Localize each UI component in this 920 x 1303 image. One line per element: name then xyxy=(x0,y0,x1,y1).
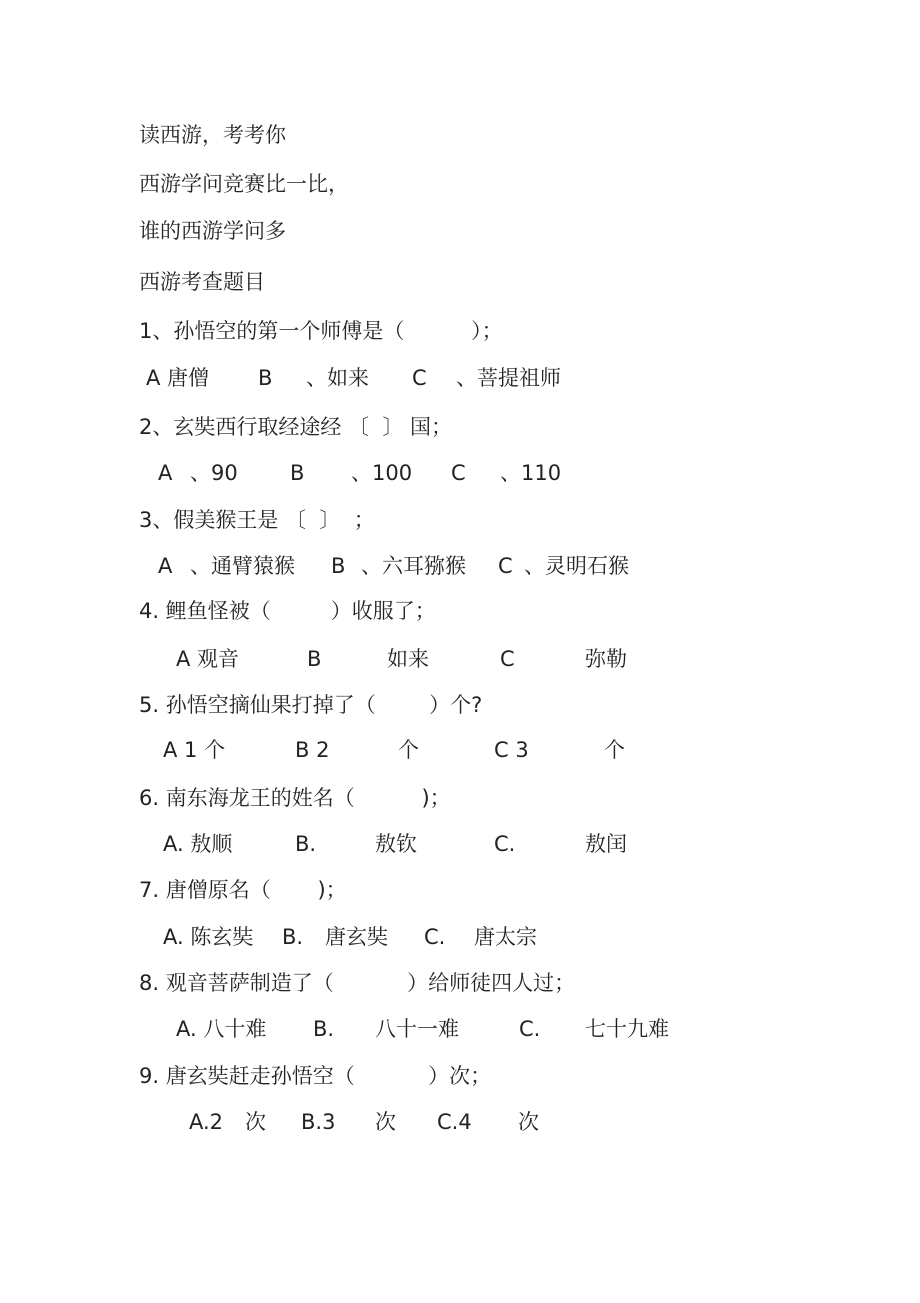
q3-option-c: 、灵明石猴 xyxy=(524,554,629,578)
q6-option-c: 敖闰 xyxy=(585,832,627,856)
q9-option-b-letter: B.3 xyxy=(301,1110,336,1134)
q9-option-a-letter: A.2 xyxy=(189,1110,224,1134)
q2-option-a: 、90 xyxy=(190,461,238,485)
question-7: 7. 唐僧原名（ )； xyxy=(139,878,347,902)
q5-option-c: 个 xyxy=(604,738,625,762)
q4-option-a: A 观音 xyxy=(176,647,240,671)
q4-option-c-letter: C xyxy=(500,647,515,671)
q6-option-b-letter: B. xyxy=(295,832,317,856)
q1-option-a: A 唐僧 xyxy=(146,366,210,390)
q6-option-c-letter: C. xyxy=(494,832,516,856)
question-3: 3、假美猴王是 〔 〕 ； xyxy=(139,508,375,532)
question-6: 6. 南东海龙王的姓名（ )； xyxy=(139,786,451,810)
q9-option-c: 次 xyxy=(518,1110,539,1134)
q1-option-c: 、菩提祖师 xyxy=(456,366,561,390)
q2-option-a-letter: A xyxy=(158,461,173,485)
q5-option-a: A 1 个 xyxy=(163,738,226,762)
q8-option-c-letter: C. xyxy=(519,1017,541,1041)
q7-option-c: 唐太宗 xyxy=(474,925,537,949)
q4-option-b: 如来 xyxy=(387,647,429,671)
q4-option-c: 弥勒 xyxy=(585,647,627,671)
q7-option-b: 唐玄奘 xyxy=(325,925,388,949)
intro-line-2: 西游学问竞赛比一比， xyxy=(139,172,349,196)
q1-option-b: 、如来 xyxy=(306,366,369,390)
q3-option-a-letter: A xyxy=(158,554,173,578)
q1-option-c-letter: C xyxy=(412,366,427,390)
intro-line-3: 谁的西游学问多 xyxy=(139,219,286,243)
q2-option-b-letter: B xyxy=(290,461,305,485)
question-8: 8. 观音菩萨制造了（ ）给师徒四人过； xyxy=(139,971,576,995)
question-9: 9. 唐玄奘赶走孙悟空（ ）次； xyxy=(139,1064,492,1088)
q2-option-c-letter: C xyxy=(451,461,466,485)
q5-option-b: 个 xyxy=(398,738,419,762)
q6-option-a: A. 敖顺 xyxy=(163,832,233,856)
q7-option-a: A. 陈玄奘 xyxy=(163,925,254,949)
question-5: 5. 孙悟空摘仙果打掉了（ ）个? xyxy=(139,693,483,717)
q5-option-b-letter: B 2 xyxy=(295,738,330,762)
q7-option-b-letter: B. xyxy=(282,925,304,949)
q5-option-c-letter: C 3 xyxy=(494,738,529,762)
q6-option-b: 敖钦 xyxy=(375,832,417,856)
q9-option-a: 次 xyxy=(245,1110,266,1134)
q3-option-c-letter: C xyxy=(498,554,513,578)
q3-option-b: 、六耳猕猴 xyxy=(361,554,466,578)
intro-line-1: 读西游，考考你 xyxy=(139,123,286,147)
q2-option-c: 、110 xyxy=(500,461,562,485)
question-1: 1、孙悟空的第一个师傅是（ ）； xyxy=(139,319,503,343)
q3-option-b-letter: B xyxy=(331,554,346,578)
q4-option-b-letter: B xyxy=(307,647,322,671)
q2-option-b: 、100 xyxy=(351,461,413,485)
q8-option-a: A. 八十难 xyxy=(176,1017,267,1041)
intro-line-4: 西游考查题目 xyxy=(139,270,265,294)
q9-option-c-letter: C.4 xyxy=(437,1110,472,1134)
q9-option-b: 次 xyxy=(375,1110,396,1134)
q3-option-a: 、通臂猿猴 xyxy=(190,554,295,578)
q8-option-b: 八十一难 xyxy=(375,1017,459,1041)
q1-option-b-letter: B xyxy=(258,366,273,390)
question-2: 2、玄奘西行取经途经 〔 〕 国； xyxy=(139,415,453,439)
q8-option-b-letter: B. xyxy=(313,1017,335,1041)
question-4: 4. 鲤鱼怪被（ ）收服了； xyxy=(139,599,436,623)
q8-option-c: 七十九难 xyxy=(585,1017,669,1041)
q7-option-c-letter: C. xyxy=(424,925,446,949)
